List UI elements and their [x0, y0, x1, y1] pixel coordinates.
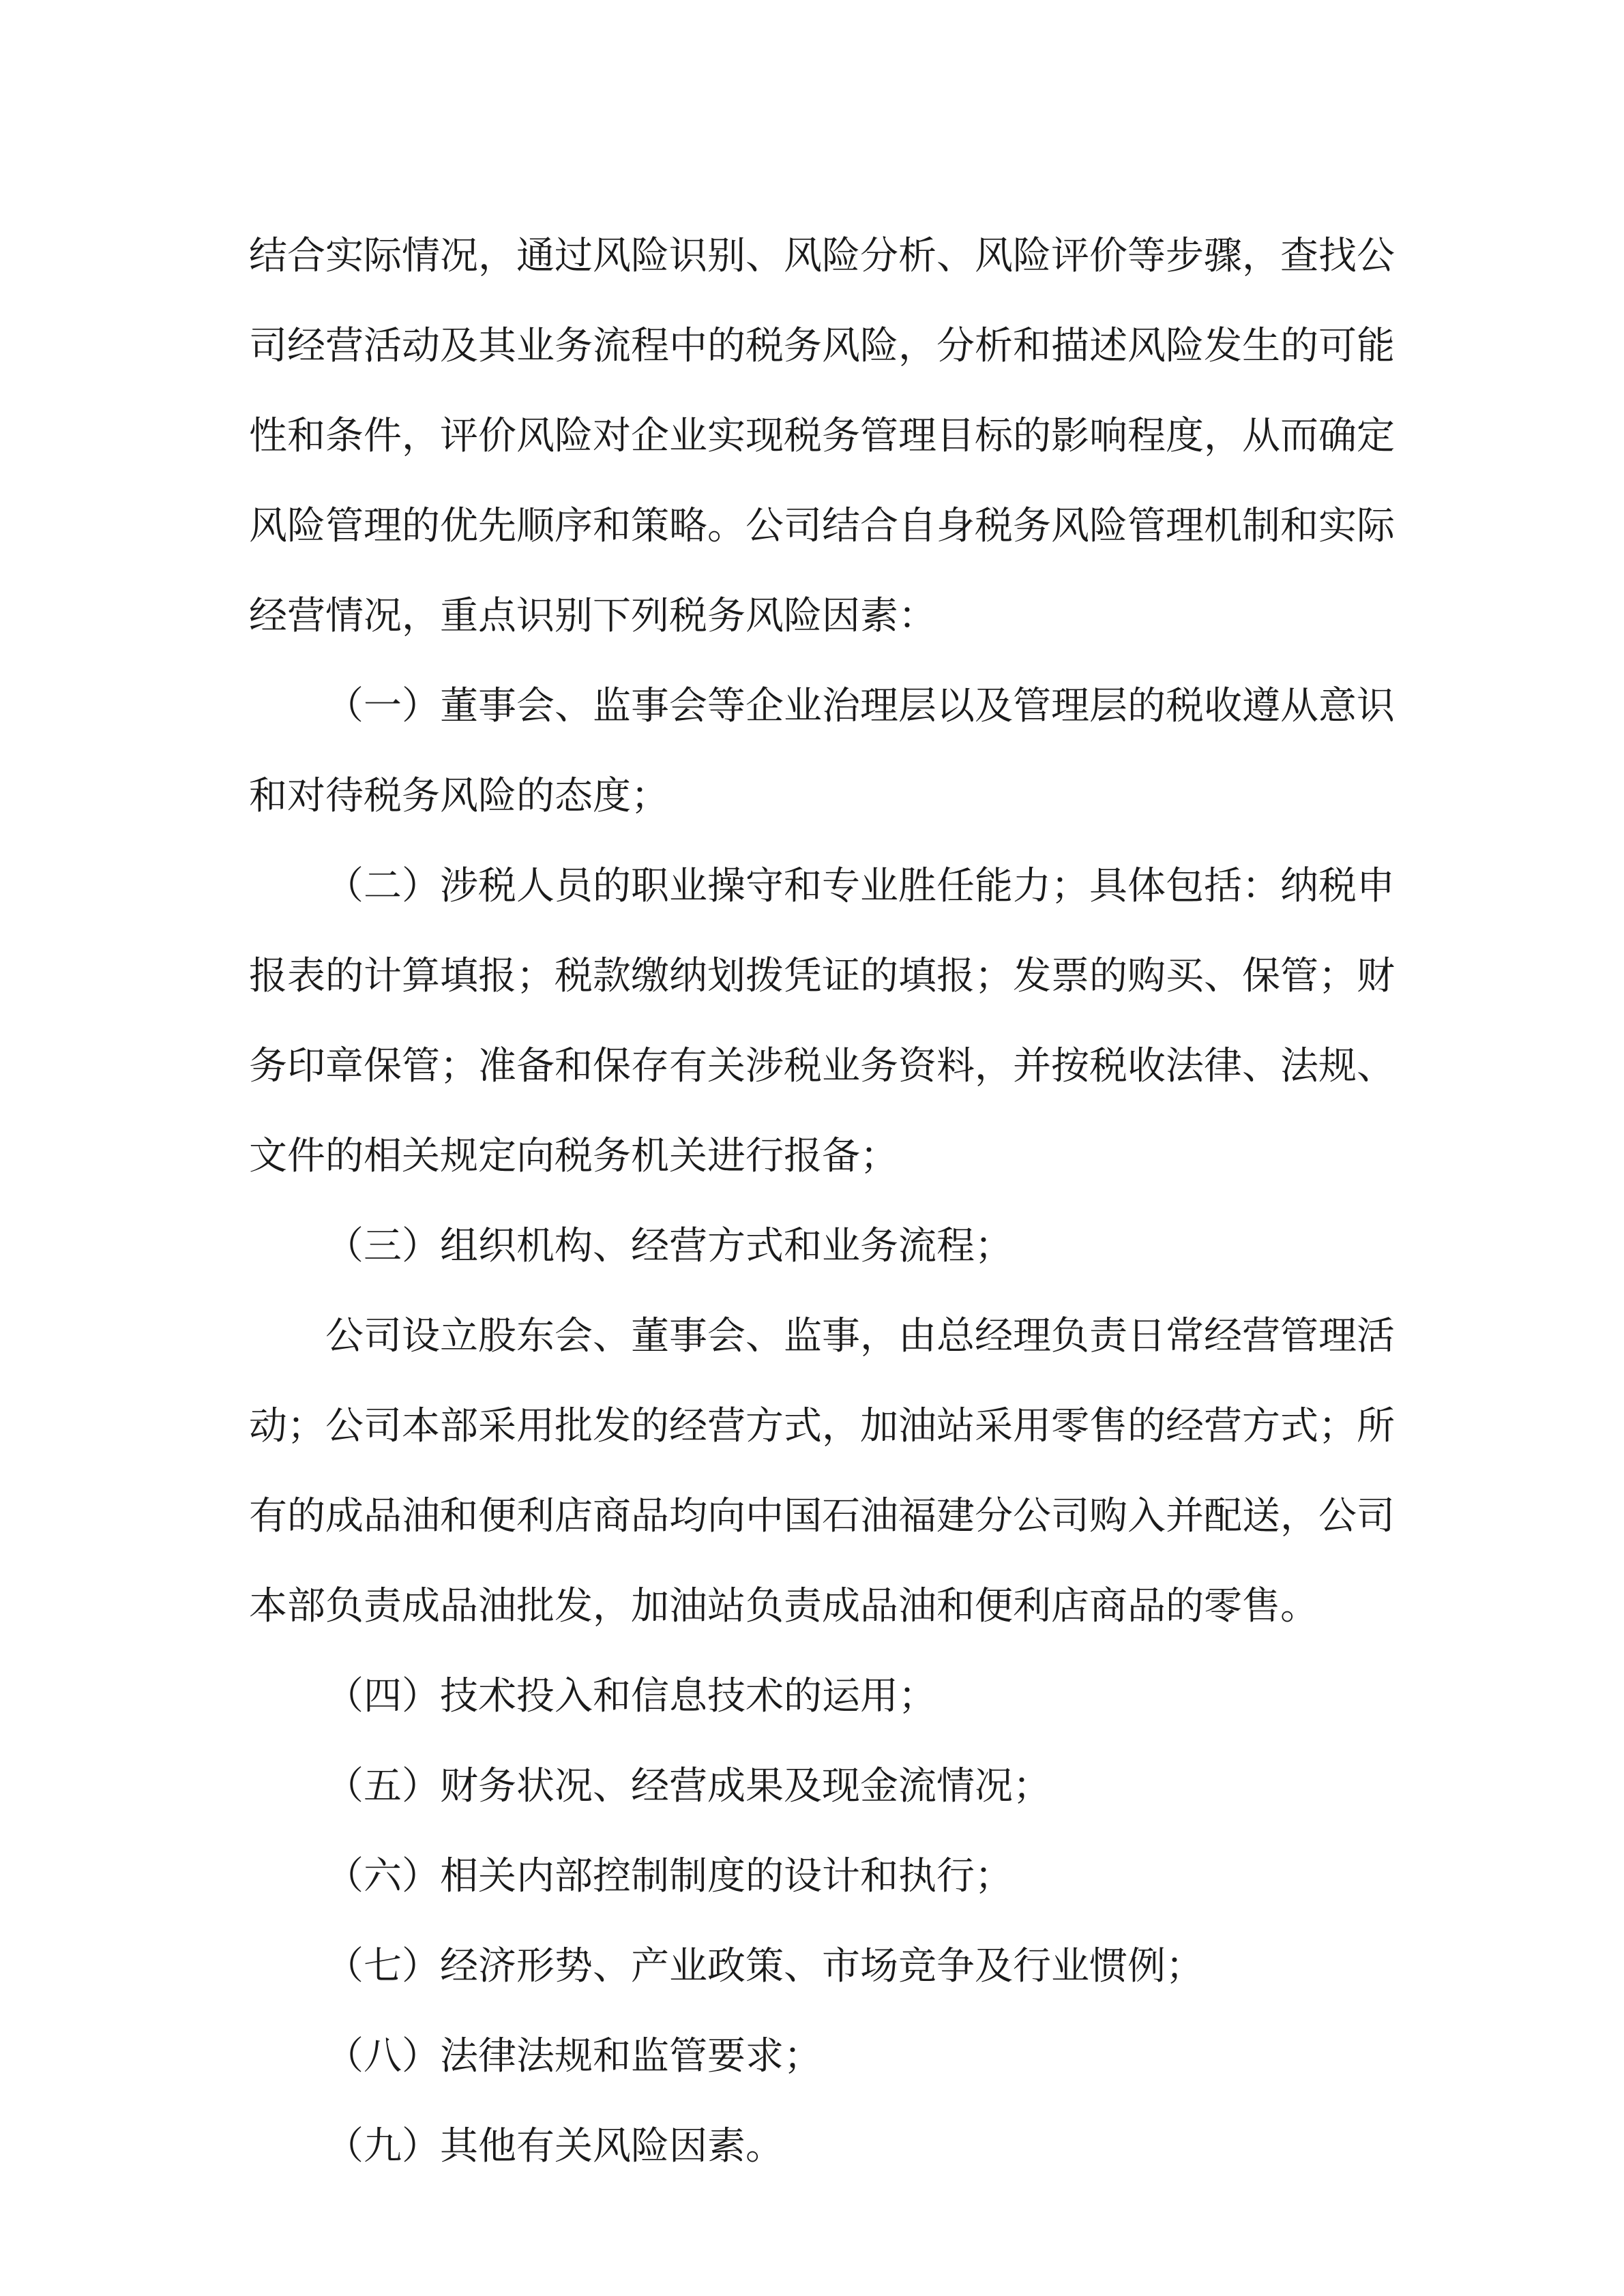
- list-item-5: （五）财务状况、经营成果及现金流情况；: [325, 1764, 1051, 1808]
- list-item-9: （九）其他有关风险因素。: [325, 2124, 784, 2168]
- list-item-7: （七）经济形势、产业政策、市场竞争及行业惯例；: [325, 1944, 1204, 1988]
- list-item-8: （八）法律法规和监管要求；: [325, 2034, 822, 2078]
- list-item-2: （二）涉税人员的职业操守和专业胜任能力；具体包括：纳税申报表的计算填报；税款缴纳划拨凭证的填报；发票的购买、保管；财务印章保管；准备和保存有关涉税业务资料，并按税收法律、法规、文件的相关规定向税务机关进行报备；: [249, 864, 1395, 1178]
- document-body: [249, 211, 1395, 2192]
- paragraph-organization: 公司设立股东会、董事会、监事，由总经理负责日常经营管理活动；公司本部采用批发的经营方式，加油站采用零售的经营方式；所有的成品油和便利店商品均向中国石油福建分公司购入并配送，公司本部负责成品油批发，加油站负责成品油和便利店商品的零售。: [249, 1314, 1395, 1628]
- list-item-1: （一）董事会、监事会等企业治理层以及管理层的税收遵从意识和对待税务风险的态度；: [249, 684, 1395, 818]
- list-item-3: （三）组织机构、经营方式和业务流程；: [325, 1224, 1013, 1268]
- list-item-4: （四）技术投入和信息技术的运用；: [325, 1674, 936, 1718]
- paragraph-intro: 结合实际情况，通过风险识别、风险分析、风险评价等步骤，查找公司经营活动及其业务流程中的税务风险，分析和描述风险发生的可能性和条件，评价风险对企业实现税务管理目标的影响程度，从而确定风险管理的优先顺序和策略。公司结合自身税务风险管理机制和实际经营情况，重点识别下列税务风险因素：: [249, 234, 1395, 638]
- list-item-6: （六）相关内部控制制度的设计和执行；: [325, 1854, 1013, 1898]
